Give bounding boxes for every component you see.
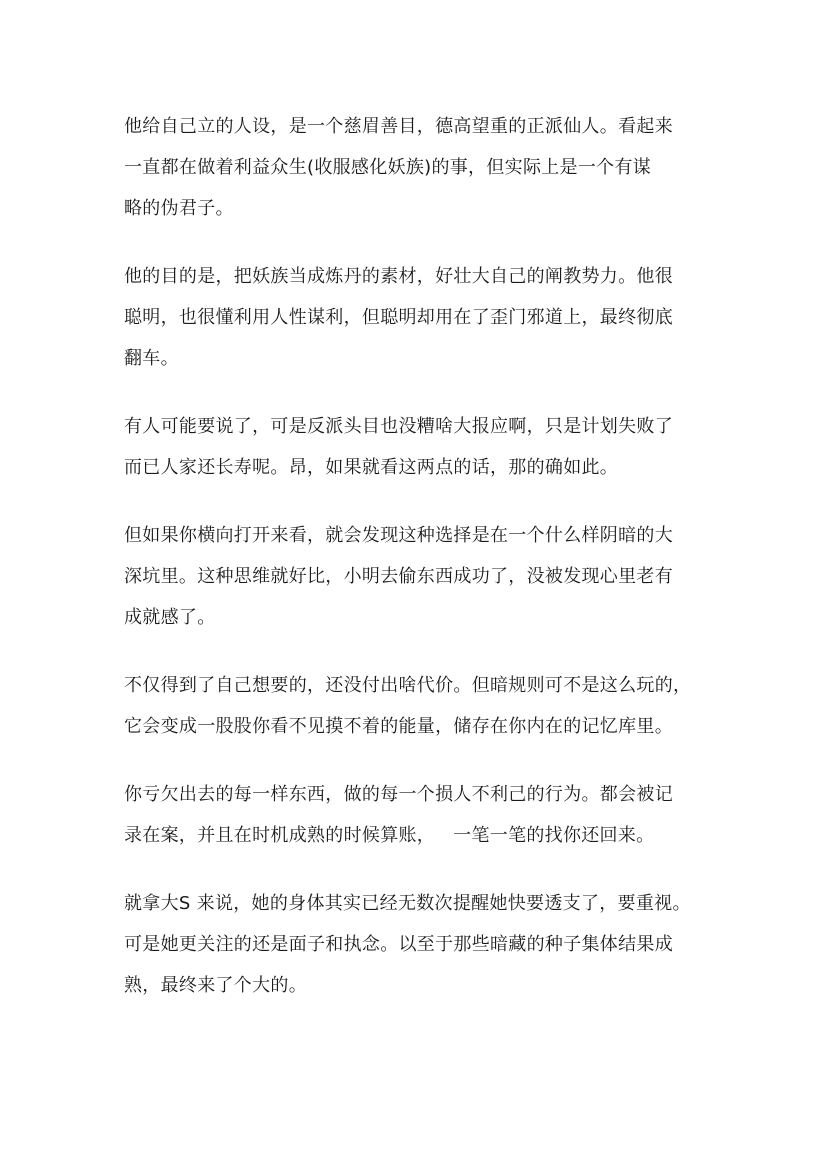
paragraph-line: 略的伪君子。 [124,198,234,219]
paragraph-4 [124,515,714,638]
paragraph-line: 他的目的是，把妖族当成炼丹的素材，好壮大自己的阐教势力。他很 [124,266,673,287]
paragraph-3 [124,406,714,488]
paragraph-1 [124,106,714,229]
paragraph-line: 翻车。 [124,348,179,369]
paragraph-line: 而已人家还长寿呢。昂，如果就看这两点的话，那的确如此。 [124,457,619,478]
paragraph-line: 成就感了。 [124,607,216,628]
paragraph-2 [124,256,714,379]
paragraph-line: 录在案，并且在时机成熟的时候算账， 一笔一笔的找你还回来。 [124,825,655,846]
paragraph-line: 熟，最终来了个大的。 [124,975,307,996]
paragraph-line: 它会变成一股股你看不见摸不着的能量，储存在你内在的记忆库里。 [124,716,673,737]
paragraph-line: 深坑里。这种思维就好比，小明去偷东西成功了，没被发现心里老有 [124,566,673,587]
paragraph-line: 他给自己立的人设，是一个慈眉善目，德高望重的正派仙人。看起来 [124,116,673,137]
paragraph-7 [124,883,714,1006]
paragraph-line: 但如果你横向打开来看，就会发现这种选择是在一个什么样阴暗的大 [124,525,673,546]
paragraph-line: 就拿大S 来说，她的身体其实已经无数次提醒她快要透支了，要重视。 [124,893,691,914]
paragraph-line: 你亏欠出去的每一样东西，做的每一个损人不利己的行为。都会被记 [124,784,673,805]
paragraph-line: 聪明，也很懂利用人性谋利，但聪明却用在了歪门邪道上，最终彻底 [124,307,673,328]
paragraph-line: 有人可能要说了，可是反派头目也没糟啥大报应啊，只是计划失败了 [124,416,673,437]
paragraph-5 [124,665,714,747]
paragraph-line: 一直都在做着利益众生(收服感化妖族)的事，但实际上是一个有谋 [124,157,652,178]
document-body [124,106,714,1033]
paragraph-line: 可是她更关注的还是面子和执念。以至于那些暗藏的种子集体结果成 [124,934,673,955]
paragraph-line: 不仅得到了自己想要的，还没付出啥代价。但暗规则可不是这么玩的， [124,675,692,696]
paragraph-6 [124,774,714,856]
